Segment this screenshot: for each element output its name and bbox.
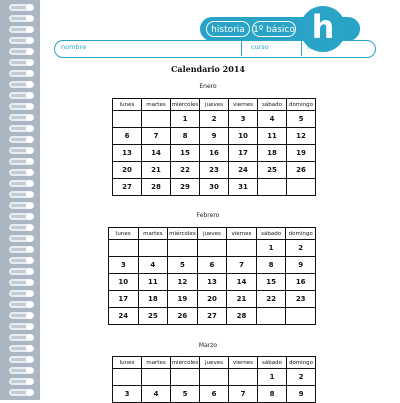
day-cell xyxy=(287,179,316,196)
day-cell xyxy=(229,369,258,386)
binding-hole xyxy=(26,59,34,66)
binding-hole xyxy=(26,48,34,55)
binding-hole xyxy=(26,224,34,231)
binding-hole xyxy=(26,136,34,143)
binding-hole xyxy=(26,246,34,253)
binding-hole xyxy=(26,103,34,110)
day-cell xyxy=(138,240,168,257)
weekday-header: martes xyxy=(142,357,171,369)
week-row xyxy=(113,128,316,145)
day-cell: 27 xyxy=(113,179,142,196)
day-cell: 27 xyxy=(197,308,227,325)
day-cell: 13 xyxy=(113,145,142,162)
day-cell: 20 xyxy=(113,162,142,179)
day-cell: 7 xyxy=(227,257,257,274)
day-cell: 4 xyxy=(258,111,287,128)
binding-hole xyxy=(26,26,34,33)
day-cell: 6 xyxy=(113,128,142,145)
binding-hole xyxy=(26,323,34,330)
binding-hole xyxy=(26,213,34,220)
binding-hole xyxy=(26,125,34,132)
day-cell xyxy=(168,240,198,257)
weekday-header: domingo xyxy=(287,99,316,111)
week-row xyxy=(113,179,316,196)
binding-hole xyxy=(26,147,34,154)
day-cell xyxy=(142,369,171,386)
day-cell: 23 xyxy=(286,291,316,308)
day-cell xyxy=(109,240,139,257)
day-cell: 18 xyxy=(138,291,168,308)
day-cell: 8 xyxy=(171,128,200,145)
week-row xyxy=(109,274,316,291)
binding-hole xyxy=(26,92,34,99)
day-cell: 26 xyxy=(168,308,198,325)
day-cell: 19 xyxy=(287,145,316,162)
course-label: curso xyxy=(251,43,269,51)
day-cell: 25 xyxy=(138,308,168,325)
day-cell: 6 xyxy=(197,257,227,274)
weekday-header: sábado xyxy=(258,99,287,111)
day-cell: 3 xyxy=(109,257,139,274)
weekday-header: lunes xyxy=(109,228,139,240)
weekday-header: martes xyxy=(142,99,171,111)
binding-hole xyxy=(26,114,34,121)
day-cell: 17 xyxy=(109,291,139,308)
weekday-header: jueves xyxy=(200,99,229,111)
binding-hole xyxy=(26,378,34,385)
day-cell: 2 xyxy=(287,369,316,386)
binding-hole xyxy=(26,367,34,374)
month-name-marzo: Marzo xyxy=(198,342,218,349)
day-cell: 5 xyxy=(171,386,200,403)
day-cell: 5 xyxy=(168,257,198,274)
day-cell: 19 xyxy=(168,291,198,308)
spiral-binding xyxy=(0,0,40,400)
calendar-table-marzo xyxy=(112,356,316,403)
calendar-title: Calendario 2014 xyxy=(171,64,245,74)
week-row xyxy=(113,162,316,179)
day-cell: 20 xyxy=(197,291,227,308)
day-cell: 23 xyxy=(200,162,229,179)
day-cell: 2 xyxy=(200,111,229,128)
grade-tag: 1º básico xyxy=(252,21,296,37)
day-cell: 22 xyxy=(171,162,200,179)
day-cell: 11 xyxy=(138,274,168,291)
weekday-header: lunes xyxy=(113,99,142,111)
day-cell xyxy=(113,111,142,128)
day-cell: 4 xyxy=(138,257,168,274)
day-cell: 16 xyxy=(286,274,316,291)
calendar-table-enero xyxy=(112,98,316,196)
weekday-header: sábado xyxy=(256,228,286,240)
binding-hole xyxy=(26,169,34,176)
weekday-header-row xyxy=(109,228,316,240)
day-cell: 22 xyxy=(256,291,286,308)
day-cell: 2 xyxy=(286,240,316,257)
binding-hole xyxy=(26,70,34,77)
date-label: fecha xyxy=(307,43,325,51)
day-cell: 21 xyxy=(227,291,257,308)
day-cell xyxy=(200,369,229,386)
day-cell: 30 xyxy=(200,179,229,196)
subject-tag: historia xyxy=(206,21,250,37)
day-cell: 9 xyxy=(286,257,316,274)
weekday-header-row xyxy=(113,99,316,111)
day-cell: 7 xyxy=(229,386,258,403)
day-cell: 11 xyxy=(258,128,287,145)
weekday-header: jueves xyxy=(197,228,227,240)
week-row xyxy=(113,111,316,128)
weekday-header: lunes xyxy=(113,357,142,369)
day-cell: 21 xyxy=(142,162,171,179)
day-cell xyxy=(256,308,286,325)
day-cell: 28 xyxy=(142,179,171,196)
month-name-enero: Enero xyxy=(199,83,217,90)
weekday-header-row xyxy=(113,357,316,369)
day-cell: 15 xyxy=(171,145,200,162)
week-row xyxy=(113,145,316,162)
day-cell xyxy=(197,240,227,257)
binding-hole xyxy=(26,301,34,308)
day-cell: 8 xyxy=(258,386,287,403)
day-cell: 13 xyxy=(197,274,227,291)
binding-hole xyxy=(26,4,34,11)
field-divider xyxy=(301,41,302,56)
day-cell: 10 xyxy=(109,274,139,291)
month-name-febrero: Febrero xyxy=(196,212,220,219)
weekday-header: viernes xyxy=(227,228,257,240)
week-row xyxy=(109,257,316,274)
week-row xyxy=(109,308,316,325)
binding-hole xyxy=(26,81,34,88)
day-cell: 28 xyxy=(227,308,257,325)
day-cell: 3 xyxy=(229,111,258,128)
day-cell: 6 xyxy=(200,386,229,403)
day-cell xyxy=(171,369,200,386)
day-cell: 12 xyxy=(287,128,316,145)
day-cell: 1 xyxy=(171,111,200,128)
binding-hole xyxy=(26,334,34,341)
binding-hole xyxy=(26,235,34,242)
weekday-header: miércoles xyxy=(171,357,200,369)
binding-hole xyxy=(26,15,34,22)
weekday-header: viernes xyxy=(229,99,258,111)
day-cell: 17 xyxy=(229,145,258,162)
day-cell xyxy=(286,308,316,325)
weekday-header: jueves xyxy=(200,357,229,369)
binding-hole xyxy=(26,158,34,165)
day-cell: 25 xyxy=(258,162,287,179)
day-cell xyxy=(258,179,287,196)
weekday-header: domingo xyxy=(286,228,316,240)
binding-hole xyxy=(26,345,34,352)
week-row xyxy=(113,369,316,386)
day-cell: 24 xyxy=(109,308,139,325)
day-cell: 29 xyxy=(171,179,200,196)
day-cell: 10 xyxy=(229,128,258,145)
binding-hole xyxy=(26,290,34,297)
day-cell: 12 xyxy=(168,274,198,291)
binding-hole xyxy=(26,37,34,44)
name-label: nombre xyxy=(61,43,87,51)
weekday-header: miércoles xyxy=(171,99,200,111)
day-cell: 1 xyxy=(256,240,286,257)
binding-hole xyxy=(26,257,34,264)
binding-hole xyxy=(26,180,34,187)
binding-hole xyxy=(26,356,34,363)
day-cell: 4 xyxy=(142,386,171,403)
weekday-header: viernes xyxy=(229,357,258,369)
student-info-field[interactable] xyxy=(54,40,376,58)
week-row xyxy=(109,291,316,308)
day-cell xyxy=(113,369,142,386)
day-cell: 18 xyxy=(258,145,287,162)
day-cell: 9 xyxy=(287,386,316,403)
weekday-header: sábado xyxy=(258,357,287,369)
binding-hole xyxy=(26,312,34,319)
day-cell: 26 xyxy=(287,162,316,179)
day-cell: 5 xyxy=(287,111,316,128)
field-divider xyxy=(241,41,242,56)
day-cell: 1 xyxy=(258,369,287,386)
day-cell: 7 xyxy=(142,128,171,145)
day-cell xyxy=(227,240,257,257)
binding-hole xyxy=(26,202,34,209)
binding-hole xyxy=(26,389,34,396)
week-row xyxy=(109,240,316,257)
binding-hole xyxy=(26,279,34,286)
day-cell xyxy=(142,111,171,128)
binding-hole xyxy=(26,268,34,275)
day-cell: 14 xyxy=(142,145,171,162)
calendar-table-febrero xyxy=(108,227,316,325)
day-cell: 31 xyxy=(229,179,258,196)
day-cell: 8 xyxy=(256,257,286,274)
day-cell: 9 xyxy=(200,128,229,145)
day-cell: 16 xyxy=(200,145,229,162)
subject-logo: h xyxy=(300,6,346,52)
day-cell: 14 xyxy=(227,274,257,291)
weekday-header: miércoles xyxy=(168,228,198,240)
day-cell: 15 xyxy=(256,274,286,291)
weekday-header: martes xyxy=(138,228,168,240)
binding-hole xyxy=(26,191,34,198)
worksheet-header xyxy=(200,8,400,46)
weekday-header: domingo xyxy=(287,357,316,369)
day-cell: 24 xyxy=(229,162,258,179)
day-cell: 3 xyxy=(113,386,142,403)
